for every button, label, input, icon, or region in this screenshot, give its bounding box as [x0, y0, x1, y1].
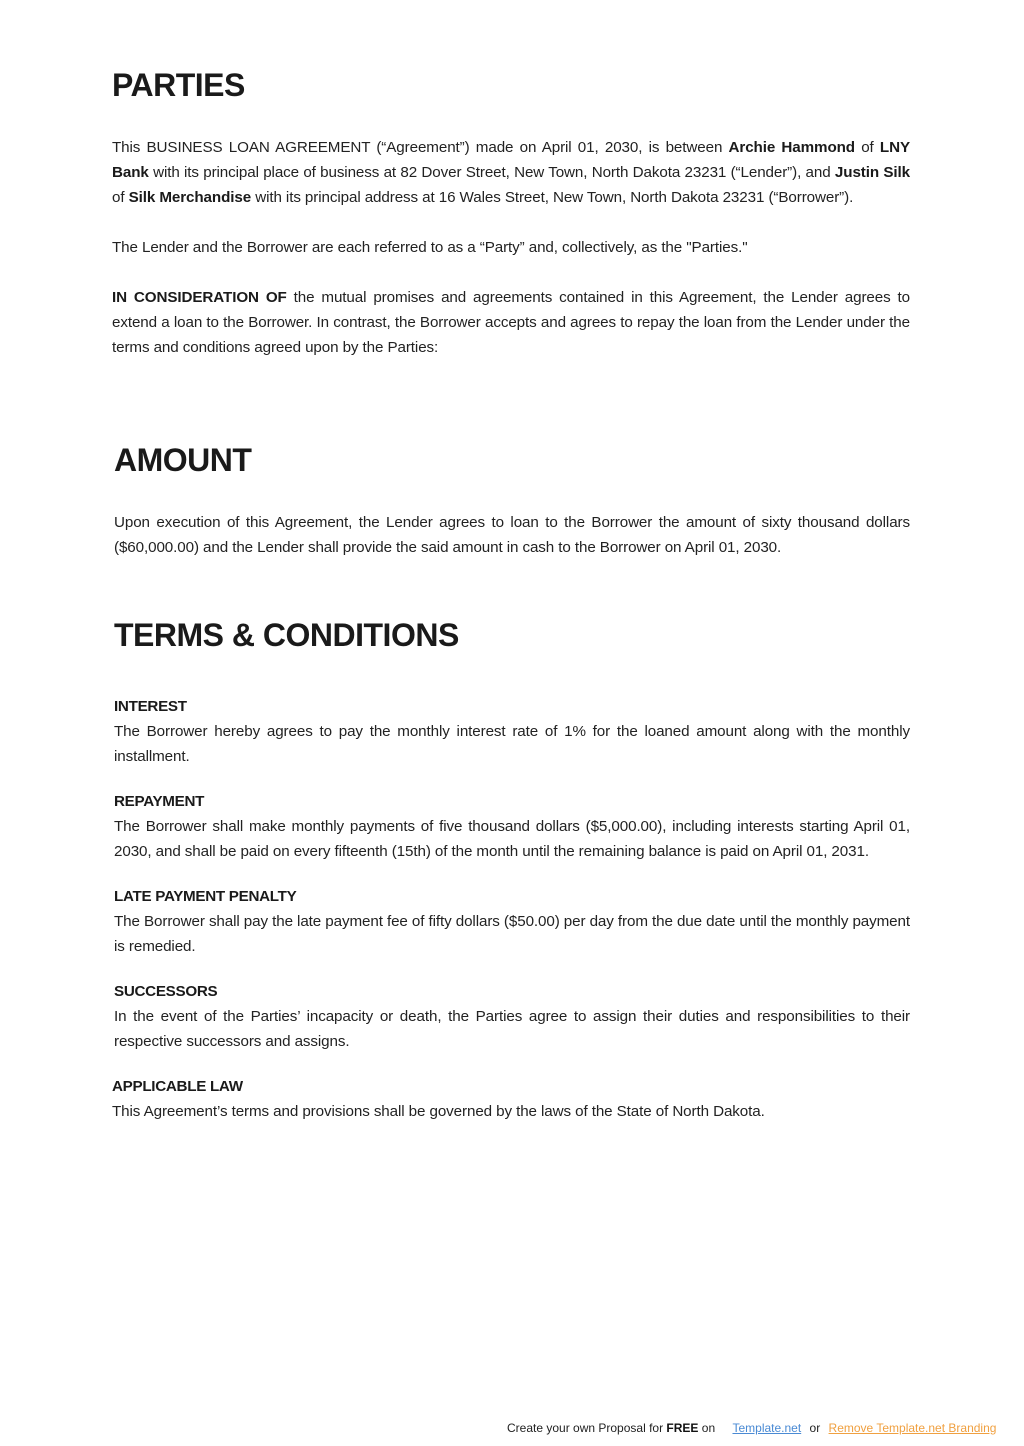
text-run: of: [112, 189, 129, 206]
borrower-company: Silk Merchandise: [128, 189, 252, 206]
section-heading-amount: AMOUNT: [114, 442, 252, 478]
section-heading-parties: PARTIES: [112, 67, 245, 103]
text-run: of: [854, 139, 880, 156]
text-run: This BUSINESS LOAN AGREEMENT (“Agreement”) made on April 01, 2030, is between: [112, 139, 729, 156]
footer-prefix: Create your own Proposal for: [507, 1421, 667, 1435]
term-title: APPLICABLE LAW: [112, 1078, 243, 1095]
term-title: LATE PAYMENT PENALTY: [114, 888, 297, 905]
footer-on: on: [698, 1421, 716, 1435]
term-text: The Borrower shall make monthly payments of five thousand dollars ($5,000.00), including interests starting April 01, 2030, and shall be paid on every fifteenth (15th) of the month until the remaining balance is paid on April 01, 2031.: [114, 818, 910, 860]
term-text: The Borrower shall pay the late payment fee of fifty dollars ($50.00) per day from the due date until the monthly payment is remedied.: [114, 913, 910, 955]
section-heading-terms: TERMS & CONDITIONS: [114, 617, 459, 653]
section-amount: [114, 440, 910, 560]
parties-definition-paragraph: The Lender and the Borrower are each referred to as a “Party” and, collectively, as the "Parties.": [112, 239, 748, 256]
term-interest: [114, 694, 910, 769]
term-late-payment-penalty: [114, 884, 910, 959]
term-successors: [114, 979, 910, 1054]
parties-intro-paragraph: [112, 135, 910, 210]
term-applicable-law: [112, 1074, 910, 1124]
footer-or: or: [809, 1421, 821, 1435]
branding-footer: [507, 1418, 996, 1438]
lender-company: LNY Bank: [112, 139, 910, 181]
amount-paragraph: Upon execution of this Agreement, the Lender agrees to loan to the Borrower the amount of sixty thousand dollars ($60,000.00) and the Lender shall provide the said amount in cash to the Borrower on April 01, 2030.: [114, 514, 910, 556]
term-text: This Agreement’s terms and provisions shall be governed by the laws of the State of North Dakota.: [112, 1103, 765, 1120]
section-parties: [112, 65, 910, 360]
term-repayment: [114, 789, 910, 864]
section-terms: [114, 615, 910, 1124]
term-title: INTEREST: [114, 698, 187, 715]
text-run: with its principal address at 16 Wales Street, New Town, North Dakota 23231 (“Borrower”).: [251, 189, 854, 206]
text-run: with its principal place of business at 82 Dover Street, New Town, North Dakota 23231 (“Lender”), and: [148, 164, 835, 181]
text-run: the mutual promises and agreements contained in this Agreement, the Lender agrees to extend a loan to the Borrower. In contrast, the Borrower accepts and agrees to repay the loan from the Lender under the terms and conditions agreed upon by the Parties:: [112, 289, 910, 356]
consideration-lead: IN CONSIDERATION OF: [112, 289, 287, 306]
lender-name: Archie Hammond: [728, 139, 855, 156]
term-title: SUCCESSORS: [114, 983, 218, 1000]
footer-free: FREE: [666, 1421, 699, 1435]
term-title: REPAYMENT: [114, 793, 205, 810]
term-text: In the event of the Parties’ incapacity or death, the Parties agree to assign their duties and responsibilities to their respective successors and assigns.: [114, 1008, 910, 1050]
remove-branding-link[interactable]: Remove Template.net Branding: [828, 1421, 997, 1435]
borrower-name: Justin Silk: [834, 164, 910, 181]
consideration-paragraph: [112, 285, 910, 360]
term-text: The Borrower hereby agrees to pay the monthly interest rate of 1% for the loaned amount along with the monthly installment.: [114, 723, 910, 765]
template-net-link[interactable]: Template.net: [732, 1421, 802, 1435]
